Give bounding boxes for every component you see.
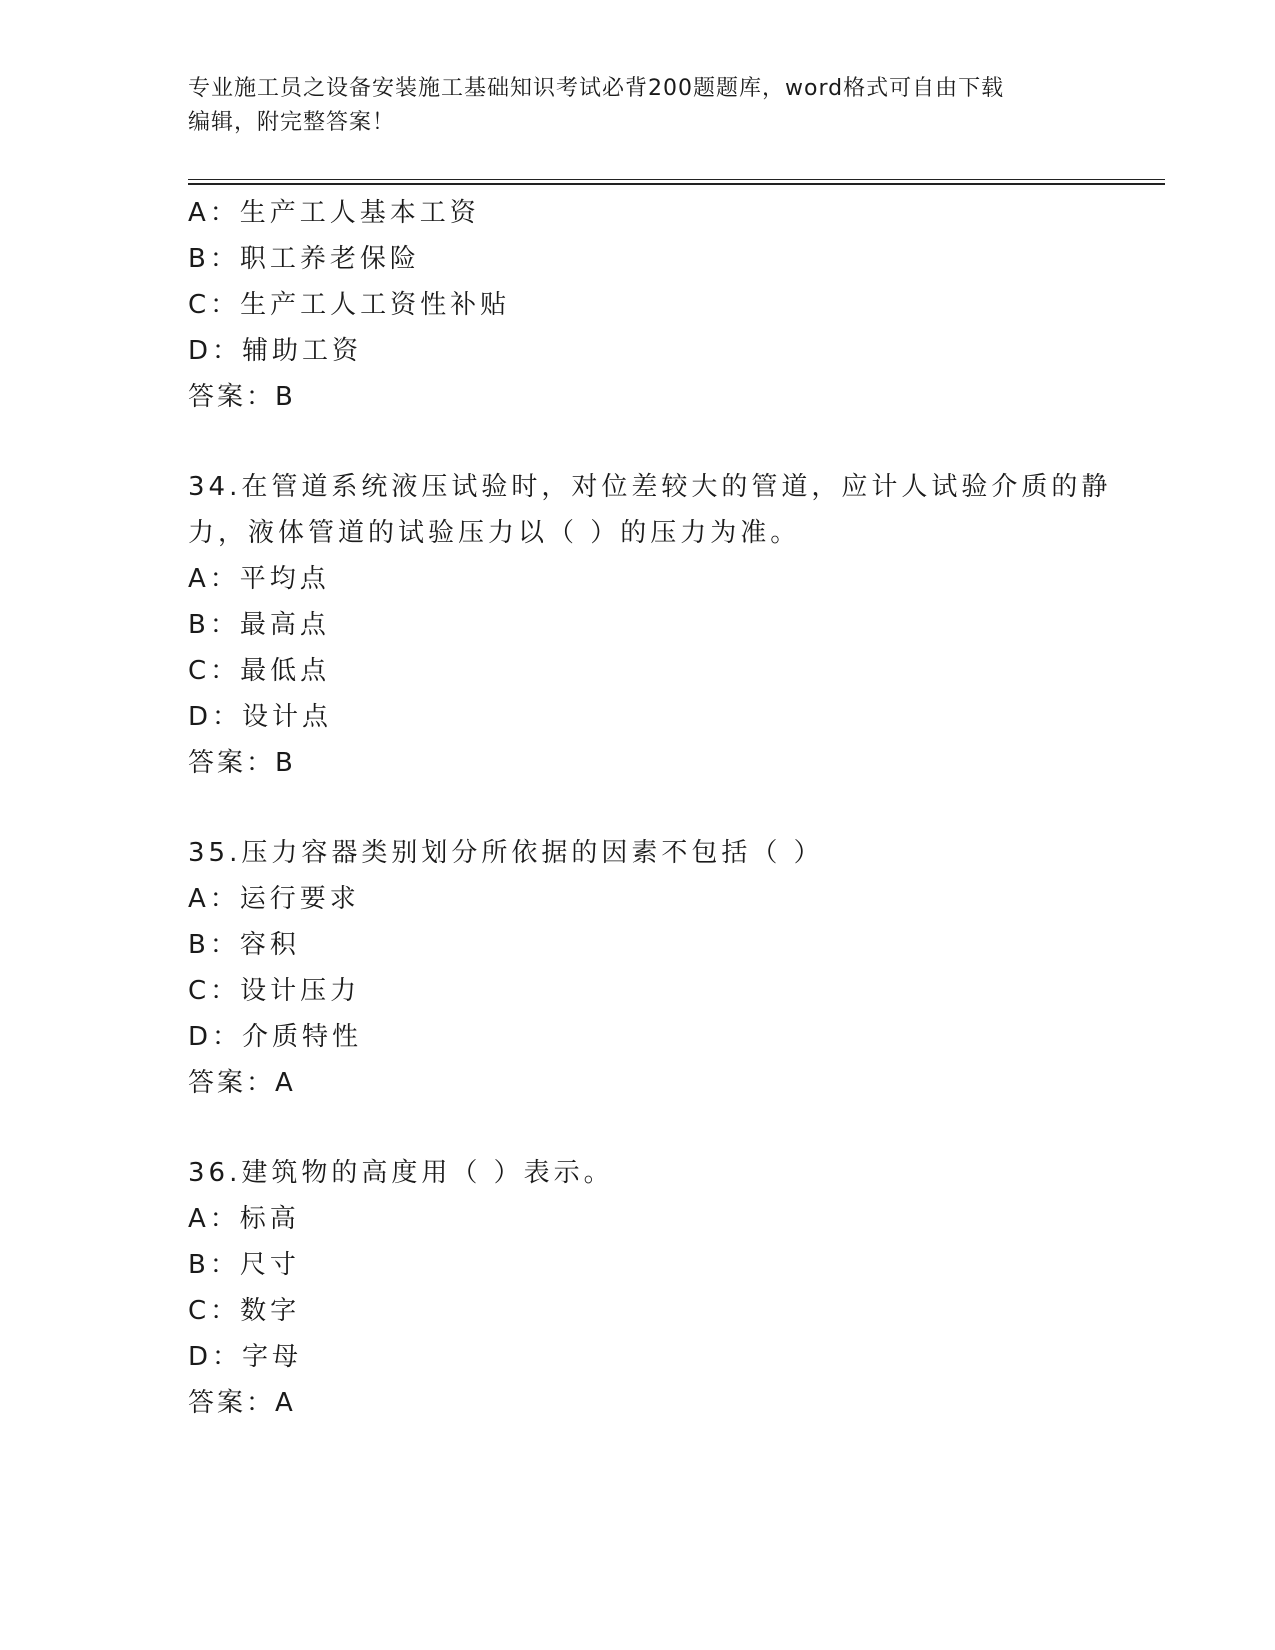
option-d: D：辅助工资	[188, 336, 363, 366]
option-b: B：最高点	[188, 610, 330, 640]
answer-line: 答案：A	[188, 1388, 296, 1418]
option-a: A：平均点	[188, 564, 330, 594]
option-b: B：职工养老保险	[188, 244, 420, 274]
document-header	[188, 72, 1088, 140]
question-text-line-1: 34.在管道系统液压试验时，对位差较大的管道，应计人试验介质的静	[188, 472, 1112, 502]
header-title-line-2: 编辑，附完整答案！	[188, 110, 396, 135]
option-d: D：介质特性	[188, 1022, 363, 1052]
question-text-line-2: 力，液体管道的试验压力以（ ）的压力为准。	[188, 518, 801, 548]
option-d: D：设计点	[188, 702, 333, 732]
question-block-36	[188, 1150, 1088, 1426]
option-c: C：生产工人工资性补贴	[188, 290, 511, 320]
option-a: A：标高	[188, 1204, 300, 1234]
header-title-line-1: 专业施工员之设备安装施工基础知识考试必背200题题库，word格式可自由下载	[188, 76, 1005, 101]
question-list	[188, 190, 1112, 1426]
question-text-line-1: 36.建筑物的高度用（ ）表示。	[188, 1158, 614, 1188]
answer-line: 答案：B	[188, 382, 296, 412]
option-d: D：字母	[188, 1342, 303, 1372]
option-c: C：数字	[188, 1296, 301, 1326]
option-b: B：尺寸	[188, 1250, 300, 1280]
option-c: C：设计压力	[188, 976, 361, 1006]
question-block-33	[188, 190, 1088, 420]
answer-line: 答案：A	[188, 1068, 296, 1098]
option-a: A：生产工人基本工资	[188, 198, 480, 228]
question-block-34	[188, 464, 1112, 786]
option-a: A：运行要求	[188, 884, 360, 914]
header-divider-thin	[188, 179, 1165, 180]
answer-line: 答案：B	[188, 748, 296, 778]
question-text-line-1: 35.压力容器类别划分所依据的因素不包括（ ）	[188, 838, 824, 868]
option-c: C：最低点	[188, 656, 331, 686]
question-block-35	[188, 830, 1088, 1106]
option-b: B：容积	[188, 930, 300, 960]
header-divider-thick	[188, 183, 1165, 185]
